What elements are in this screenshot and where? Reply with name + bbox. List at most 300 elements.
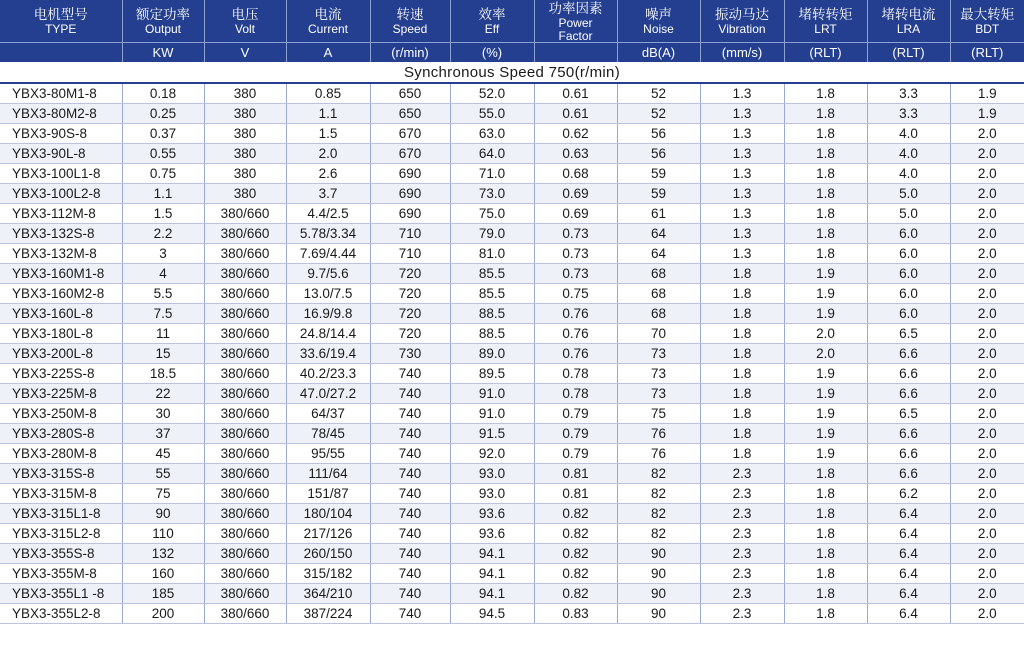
cell-volt: 380/660 (204, 424, 286, 444)
cell-volt: 380 (204, 144, 286, 164)
cell-volt: 380/660 (204, 604, 286, 624)
cell-type: YBX3-355L2-8 (0, 604, 122, 624)
unit-bdt: (RLT) (950, 43, 1024, 63)
cell-volt: 380/660 (204, 204, 286, 224)
header-output-en: Output (144, 21, 182, 36)
cell-speed: 740 (370, 564, 450, 584)
table-row (0, 564, 1024, 584)
header-type-en: TYPE (45, 21, 77, 36)
cell-speed: 740 (370, 404, 450, 424)
table-row (0, 584, 1024, 604)
table-row (0, 604, 1024, 624)
cell-output: 22 (122, 384, 204, 404)
cell-noise: 64 (617, 224, 700, 244)
cell-lra: 6.4 (867, 544, 950, 564)
cell-speed: 690 (370, 164, 450, 184)
cell-current: 1.1 (286, 104, 370, 124)
unit-volt: V (204, 43, 286, 63)
header-bdt-en: BDT (975, 21, 1000, 36)
cell-power-factor: 0.79 (534, 404, 617, 424)
cell-eff: 88.5 (450, 304, 534, 324)
cell-output: 0.55 (122, 144, 204, 164)
cell-output: 110 (122, 524, 204, 544)
cell-output: 15 (122, 344, 204, 364)
cell-lrt: 1.8 (784, 104, 867, 124)
cell-speed: 740 (370, 604, 450, 624)
cell-vibration: 1.8 (700, 444, 784, 464)
header-vibration-zh: 振动马达 (715, 6, 769, 22)
table-row (0, 364, 1024, 384)
cell-speed: 740 (370, 384, 450, 404)
cell-output: 4 (122, 264, 204, 284)
cell-current: 3.7 (286, 184, 370, 204)
cell-vibration: 1.3 (700, 184, 784, 204)
cell-bdt: 2.0 (950, 484, 1024, 504)
cell-speed: 740 (370, 464, 450, 484)
cell-eff: 93.0 (450, 484, 534, 504)
table-row (0, 264, 1024, 284)
cell-power-factor: 0.75 (534, 284, 617, 304)
cell-lra: 4.0 (867, 164, 950, 184)
header-lrt (784, 0, 867, 43)
cell-eff: 93.0 (450, 464, 534, 484)
cell-lra: 6.2 (867, 484, 950, 504)
table-row (0, 304, 1024, 324)
cell-speed: 710 (370, 224, 450, 244)
cell-noise: 59 (617, 164, 700, 184)
cell-volt: 380/660 (204, 504, 286, 524)
cell-speed: 670 (370, 124, 450, 144)
cell-lrt: 1.8 (784, 244, 867, 264)
cell-type: YBX3-90S-8 (0, 124, 122, 144)
table-row (0, 144, 1024, 164)
cell-lrt: 1.8 (784, 164, 867, 184)
header-speed (370, 0, 450, 43)
header-speed-zh: 转速 (396, 6, 424, 22)
cell-lra: 4.0 (867, 144, 950, 164)
cell-lrt: 1.9 (784, 424, 867, 444)
cell-lrt: 1.8 (784, 484, 867, 504)
cell-lra: 6.6 (867, 464, 950, 484)
cell-type: YBX3-315M-8 (0, 484, 122, 504)
cell-type: YBX3-80M2-8 (0, 104, 122, 124)
cell-eff: 94.5 (450, 604, 534, 624)
cell-output: 1.5 (122, 204, 204, 224)
cell-bdt: 2.0 (950, 404, 1024, 424)
cell-current: 47.0/27.2 (286, 384, 370, 404)
cell-type: YBX3-315L2-8 (0, 524, 122, 544)
cell-eff: 85.5 (450, 284, 534, 304)
table-row (0, 464, 1024, 484)
cell-eff: 81.0 (450, 244, 534, 264)
header-volt-zh: 电压 (231, 6, 259, 22)
cell-bdt: 2.0 (950, 324, 1024, 344)
cell-noise: 90 (617, 584, 700, 604)
cell-lrt: 1.8 (784, 584, 867, 604)
cell-vibration: 1.3 (700, 83, 784, 104)
cell-type: YBX3-355L1 -8 (0, 584, 122, 604)
cell-lrt: 1.8 (784, 564, 867, 584)
unit-noise: dB(A) (617, 43, 700, 63)
cell-vibration: 2.3 (700, 584, 784, 604)
cell-power-factor: 0.79 (534, 444, 617, 464)
table-row (0, 124, 1024, 144)
cell-noise: 76 (617, 424, 700, 444)
cell-speed: 740 (370, 444, 450, 464)
cell-output: 200 (122, 604, 204, 624)
cell-vibration: 2.3 (700, 564, 784, 584)
cell-volt: 380/660 (204, 564, 286, 584)
cell-volt: 380/660 (204, 264, 286, 284)
cell-eff: 85.5 (450, 264, 534, 284)
table-row (0, 324, 1024, 344)
cell-speed: 740 (370, 584, 450, 604)
cell-speed: 710 (370, 244, 450, 264)
unit-eff: (%) (450, 43, 534, 63)
cell-speed: 740 (370, 524, 450, 544)
cell-current: 364/210 (286, 584, 370, 604)
cell-bdt: 2.0 (950, 504, 1024, 524)
cell-volt: 380/660 (204, 224, 286, 244)
cell-current: 95/55 (286, 444, 370, 464)
header-noise-en: Noise (643, 21, 674, 36)
cell-eff: 94.1 (450, 584, 534, 604)
cell-lra: 3.3 (867, 83, 950, 104)
header-current (286, 0, 370, 43)
cell-power-factor: 0.78 (534, 364, 617, 384)
cell-vibration: 2.3 (700, 604, 784, 624)
cell-volt: 380/660 (204, 524, 286, 544)
cell-current: 13.0/7.5 (286, 284, 370, 304)
cell-eff: 89.0 (450, 344, 534, 364)
cell-lrt: 1.8 (784, 184, 867, 204)
cell-lrt: 1.9 (784, 384, 867, 404)
cell-noise: 82 (617, 464, 700, 484)
section-title: Synchronous Speed 750(r/min) (0, 62, 1024, 83)
cell-eff: 91.0 (450, 404, 534, 424)
table-row (0, 204, 1024, 224)
cell-output: 3 (122, 244, 204, 264)
cell-vibration: 1.8 (700, 404, 784, 424)
cell-bdt: 2.0 (950, 344, 1024, 364)
cell-output: 0.25 (122, 104, 204, 124)
header-bdt-zh: 最大转矩 (960, 6, 1015, 22)
cell-volt: 380/660 (204, 244, 286, 264)
header-lra (867, 0, 950, 43)
cell-volt: 380/660 (204, 584, 286, 604)
cell-lrt: 1.9 (784, 444, 867, 464)
cell-power-factor: 0.82 (534, 544, 617, 564)
cell-bdt: 1.9 (950, 83, 1024, 104)
cell-noise: 68 (617, 304, 700, 324)
cell-vibration: 1.8 (700, 344, 784, 364)
cell-eff: 71.0 (450, 164, 534, 184)
cell-lrt: 1.9 (784, 364, 867, 384)
cell-lrt: 1.8 (784, 224, 867, 244)
cell-current: 180/104 (286, 504, 370, 524)
cell-lrt: 1.9 (784, 264, 867, 284)
cell-vibration: 1.8 (700, 264, 784, 284)
cell-speed: 720 (370, 284, 450, 304)
cell-power-factor: 0.78 (534, 384, 617, 404)
cell-bdt: 2.0 (950, 584, 1024, 604)
cell-lra: 6.4 (867, 524, 950, 544)
table-row (0, 164, 1024, 184)
table-row (0, 384, 1024, 404)
cell-lra: 6.0 (867, 264, 950, 284)
cell-current: 1.5 (286, 124, 370, 144)
cell-type: YBX3-250M-8 (0, 404, 122, 424)
cell-current: 387/224 (286, 604, 370, 624)
cell-power-factor: 0.62 (534, 124, 617, 144)
cell-speed: 740 (370, 424, 450, 444)
cell-speed: 720 (370, 304, 450, 324)
cell-lra: 6.0 (867, 284, 950, 304)
header-volt-en: Volt (234, 21, 255, 36)
cell-volt: 380 (204, 104, 286, 124)
cell-noise: 73 (617, 364, 700, 384)
cell-volt: 380/660 (204, 444, 286, 464)
header-vibration-en: Vibration (718, 21, 766, 36)
cell-speed: 740 (370, 544, 450, 564)
cell-lrt: 1.8 (784, 604, 867, 624)
cell-current: 78/45 (286, 424, 370, 444)
table-row (0, 284, 1024, 304)
cell-type: YBX3-355M-8 (0, 564, 122, 584)
cell-lra: 6.6 (867, 344, 950, 364)
cell-output: 11 (122, 324, 204, 344)
cell-current: 315/182 (286, 564, 370, 584)
cell-type: YBX3-225M-8 (0, 384, 122, 404)
unit-output: KW (122, 43, 204, 63)
table-row (0, 544, 1024, 564)
table-row (0, 83, 1024, 104)
cell-output: 37 (122, 424, 204, 444)
cell-power-factor: 0.61 (534, 83, 617, 104)
table-row (0, 524, 1024, 544)
cell-current: 40.2/23.3 (286, 364, 370, 384)
cell-power-factor: 0.82 (534, 584, 617, 604)
header-current-zh: 电流 (314, 6, 342, 22)
unit-speed: (r/min) (370, 43, 450, 63)
header-power-factor-en2: Factor (558, 28, 593, 43)
cell-speed: 690 (370, 184, 450, 204)
cell-type: YBX3-200L-8 (0, 344, 122, 364)
cell-volt: 380/660 (204, 364, 286, 384)
cell-current: 217/126 (286, 524, 370, 544)
table-row (0, 244, 1024, 264)
cell-lrt: 1.8 (784, 204, 867, 224)
cell-lra: 6.0 (867, 304, 950, 324)
table-row (0, 344, 1024, 364)
cell-power-factor: 0.68 (534, 164, 617, 184)
cell-lra: 6.4 (867, 584, 950, 604)
table-row (0, 424, 1024, 444)
cell-output: 45 (122, 444, 204, 464)
cell-bdt: 2.0 (950, 444, 1024, 464)
cell-lrt: 1.8 (784, 83, 867, 104)
cell-current: 111/64 (286, 464, 370, 484)
header-volt (204, 0, 286, 43)
cell-lra: 5.0 (867, 184, 950, 204)
header-speed-en: Speed (392, 21, 428, 36)
cell-vibration: 1.8 (700, 324, 784, 344)
cell-lra: 4.0 (867, 124, 950, 144)
cell-type: YBX3-100L1-8 (0, 164, 122, 184)
cell-lra: 5.0 (867, 204, 950, 224)
unit-power-factor (534, 43, 617, 63)
cell-noise: 52 (617, 83, 700, 104)
unit-current: A (286, 43, 370, 63)
cell-output: 2.2 (122, 224, 204, 244)
cell-noise: 82 (617, 484, 700, 504)
table-row (0, 504, 1024, 524)
cell-noise: 61 (617, 204, 700, 224)
cell-vibration: 2.3 (700, 504, 784, 524)
cell-noise: 70 (617, 324, 700, 344)
cell-lrt: 1.8 (784, 504, 867, 524)
cell-current: 16.9/9.8 (286, 304, 370, 324)
cell-speed: 670 (370, 144, 450, 164)
cell-eff: 94.1 (450, 544, 534, 564)
cell-eff: 93.6 (450, 524, 534, 544)
cell-power-factor: 0.76 (534, 344, 617, 364)
header-vibration (700, 0, 784, 43)
cell-noise: 90 (617, 544, 700, 564)
cell-speed: 730 (370, 344, 450, 364)
cell-volt: 380/660 (204, 464, 286, 484)
cell-type: YBX3-280S-8 (0, 424, 122, 444)
cell-speed: 740 (370, 484, 450, 504)
header-power-factor-zh: 功率因素 (548, 0, 603, 16)
header-output-zh: 额定功率 (136, 6, 190, 22)
cell-volt: 380/660 (204, 484, 286, 504)
cell-speed: 720 (370, 264, 450, 284)
cell-lrt: 1.9 (784, 284, 867, 304)
cell-lra: 6.6 (867, 364, 950, 384)
header-lra-en: LRA (896, 21, 921, 36)
cell-type: YBX3-315S-8 (0, 464, 122, 484)
unit-vibration: (mm/s) (700, 43, 784, 63)
cell-bdt: 2.0 (950, 144, 1024, 164)
cell-lrt: 1.8 (784, 144, 867, 164)
cell-volt: 380/660 (204, 304, 286, 324)
cell-lrt: 1.9 (784, 404, 867, 424)
cell-type: YBX3-90L-8 (0, 144, 122, 164)
cell-volt: 380/660 (204, 344, 286, 364)
cell-power-factor: 0.82 (534, 504, 617, 524)
cell-volt: 380/660 (204, 324, 286, 344)
cell-power-factor: 0.69 (534, 184, 617, 204)
cell-bdt: 2.0 (950, 204, 1024, 224)
cell-lra: 6.4 (867, 504, 950, 524)
cell-speed: 650 (370, 83, 450, 104)
cell-volt: 380/660 (204, 544, 286, 564)
cell-bdt: 2.0 (950, 464, 1024, 484)
cell-lrt: 1.8 (784, 124, 867, 144)
cell-output: 7.5 (122, 304, 204, 324)
cell-current: 64/37 (286, 404, 370, 424)
cell-speed: 650 (370, 104, 450, 124)
cell-current: 24.8/14.4 (286, 324, 370, 344)
cell-eff: 75.0 (450, 204, 534, 224)
cell-bdt: 2.0 (950, 164, 1024, 184)
cell-vibration: 1.3 (700, 204, 784, 224)
cell-current: 0.85 (286, 83, 370, 104)
cell-lra: 6.0 (867, 244, 950, 264)
cell-volt: 380 (204, 164, 286, 184)
cell-output: 0.37 (122, 124, 204, 144)
cell-bdt: 2.0 (950, 544, 1024, 564)
cell-eff: 89.5 (450, 364, 534, 384)
cell-noise: 73 (617, 384, 700, 404)
cell-vibration: 1.8 (700, 384, 784, 404)
header-output (122, 0, 204, 43)
cell-lra: 6.6 (867, 384, 950, 404)
cell-lra: 6.0 (867, 224, 950, 244)
cell-volt: 380 (204, 83, 286, 104)
cell-volt: 380 (204, 124, 286, 144)
header-bdt (950, 0, 1024, 43)
header-label-row (0, 0, 1024, 43)
cell-vibration: 1.8 (700, 364, 784, 384)
cell-power-factor: 0.73 (534, 264, 617, 284)
cell-noise: 52 (617, 104, 700, 124)
unit-type (0, 43, 122, 63)
cell-bdt: 2.0 (950, 424, 1024, 444)
cell-power-factor: 0.82 (534, 524, 617, 544)
cell-current: 260/150 (286, 544, 370, 564)
cell-eff: 64.0 (450, 144, 534, 164)
unit-lra: (RLT) (867, 43, 950, 63)
cell-type: YBX3-160L-8 (0, 304, 122, 324)
cell-volt: 380/660 (204, 404, 286, 424)
cell-power-factor: 0.79 (534, 424, 617, 444)
cell-output: 55 (122, 464, 204, 484)
cell-lra: 6.4 (867, 604, 950, 624)
table-row (0, 224, 1024, 244)
cell-output: 75 (122, 484, 204, 504)
cell-vibration: 1.3 (700, 164, 784, 184)
cell-lra: 6.6 (867, 444, 950, 464)
cell-type: YBX3-112M-8 (0, 204, 122, 224)
cell-vibration: 2.3 (700, 484, 784, 504)
cell-noise: 75 (617, 404, 700, 424)
header-noise-zh: 噪声 (645, 6, 672, 22)
table-row (0, 484, 1024, 504)
cell-bdt: 2.0 (950, 364, 1024, 384)
cell-bdt: 2.0 (950, 284, 1024, 304)
cell-type: YBX3-315L1-8 (0, 504, 122, 524)
cell-type: YBX3-80M1-8 (0, 83, 122, 104)
cell-speed: 740 (370, 364, 450, 384)
header-power-factor-en: Power (558, 15, 593, 30)
cell-output: 0.75 (122, 164, 204, 184)
unit-lrt: (RLT) (784, 43, 867, 63)
cell-bdt: 2.0 (950, 304, 1024, 324)
cell-eff: 92.0 (450, 444, 534, 464)
cell-bdt: 1.9 (950, 104, 1024, 124)
cell-output: 5.5 (122, 284, 204, 304)
cell-power-factor: 0.61 (534, 104, 617, 124)
cell-current: 5.78/3.34 (286, 224, 370, 244)
cell-power-factor: 0.63 (534, 144, 617, 164)
cell-bdt: 2.0 (950, 184, 1024, 204)
header-power-factor (534, 0, 617, 43)
cell-current: 9.7/5.6 (286, 264, 370, 284)
cell-vibration: 1.8 (700, 424, 784, 444)
cell-type: YBX3-225S-8 (0, 364, 122, 384)
